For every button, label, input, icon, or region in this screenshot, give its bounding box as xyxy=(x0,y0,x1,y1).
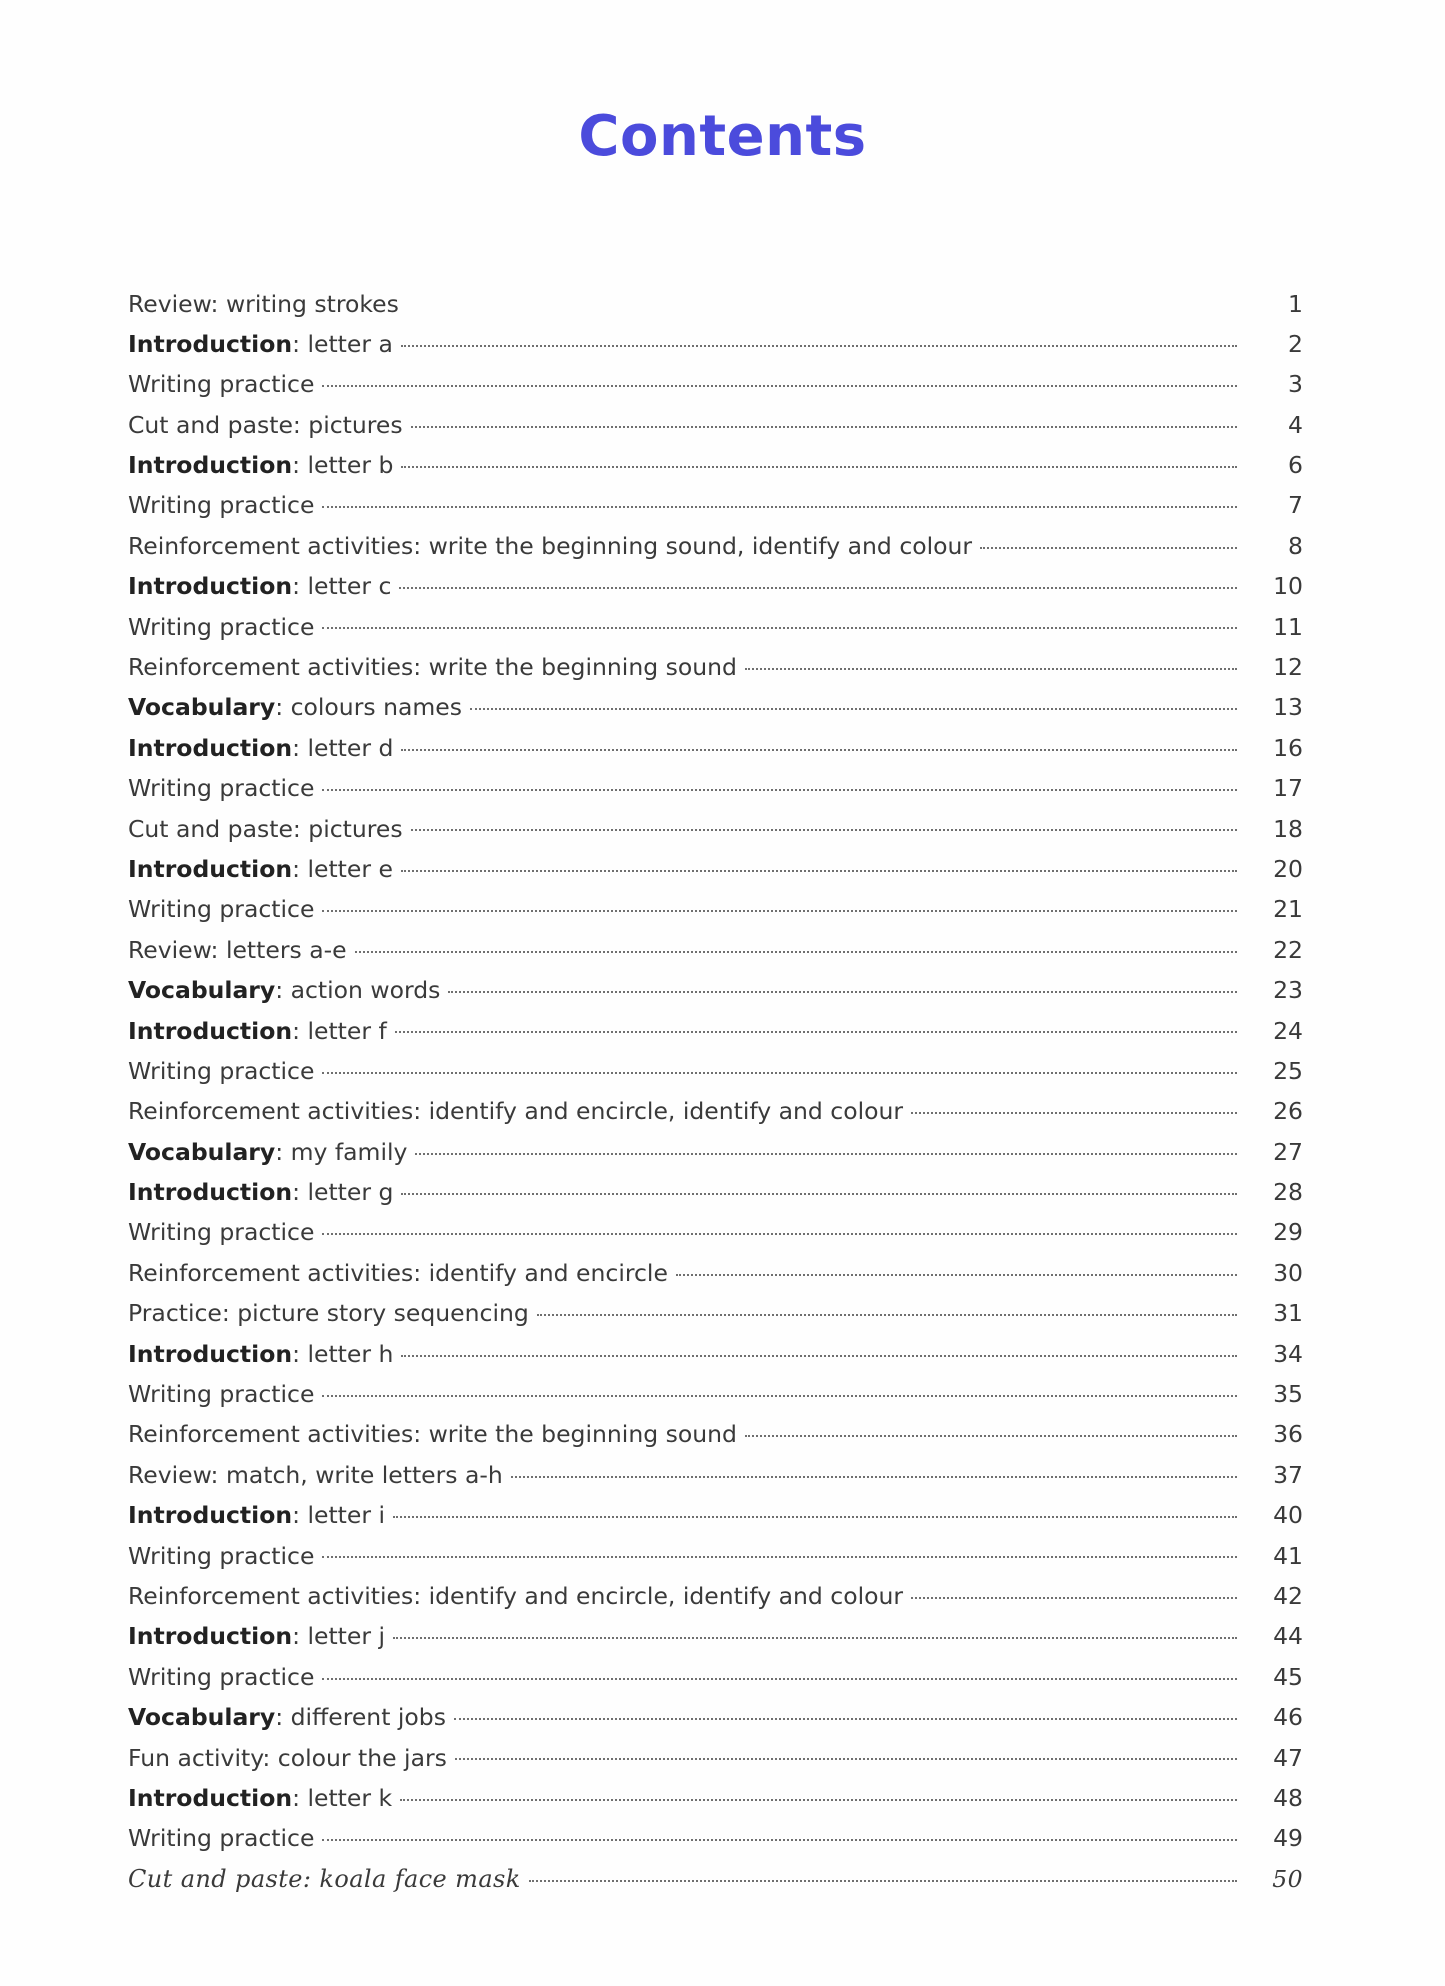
toc-entry-label xyxy=(128,1582,911,1610)
toc-entry[interactable] xyxy=(128,934,1303,974)
toc-page-number: 48 xyxy=(1273,1783,1303,1812)
toc-leader-dots xyxy=(454,1702,1237,1726)
toc-entry-title: Cut and paste: pictures xyxy=(128,410,403,439)
toc-leader-dots xyxy=(393,1621,1237,1645)
toc-entry[interactable] xyxy=(128,1661,1303,1701)
toc-leader-dots xyxy=(322,1055,1237,1079)
toc-entry-category: Vocabulary xyxy=(128,693,276,722)
toc-page-number: 47 xyxy=(1273,1743,1303,1772)
toc-entry-label xyxy=(128,329,401,358)
toc-entry-label xyxy=(128,935,355,964)
toc-entry-label xyxy=(128,1178,401,1207)
toc-page-number: 28 xyxy=(1273,1178,1303,1207)
toc-leader-dots xyxy=(393,1500,1237,1524)
toc-page-number: 23 xyxy=(1273,976,1303,1005)
toc-entry-label xyxy=(128,1016,395,1045)
toc-entry[interactable] xyxy=(128,1015,1303,1055)
toc-entry[interactable] xyxy=(128,1459,1303,1499)
toc-entry-label xyxy=(128,410,411,439)
toc-page-number: 27 xyxy=(1273,1137,1303,1166)
toc-leader-dots xyxy=(322,1823,1237,1847)
toc-leader-dots xyxy=(399,571,1237,595)
toc-entry-label xyxy=(128,572,399,601)
toc-entry[interactable] xyxy=(128,1863,1303,1903)
toc-entry[interactable] xyxy=(128,571,1303,611)
toc-entry[interactable] xyxy=(128,773,1303,813)
toc-page-number: 44 xyxy=(1273,1622,1303,1651)
toc-entry-category: Introduction xyxy=(128,854,293,883)
toc-entry-label xyxy=(128,531,980,560)
toc-leader-dots xyxy=(395,1015,1237,1039)
toc-entry-label xyxy=(128,1501,393,1530)
toc-entry-title: : letter d xyxy=(292,733,394,762)
toc-entry-title: Writing practice xyxy=(128,612,315,641)
toc-entry-label xyxy=(128,1743,455,1772)
toc-leader-dots xyxy=(448,975,1237,999)
toc-leader-dots xyxy=(411,409,1237,433)
toc-entry-title: Writing practice xyxy=(128,1056,315,1085)
toc-entry[interactable] xyxy=(128,1419,1303,1459)
toc-leader-dots xyxy=(322,490,1237,514)
toc-entry-label xyxy=(128,289,407,318)
toc-leader-dots xyxy=(411,813,1237,837)
toc-entry[interactable] xyxy=(128,1823,1303,1863)
toc-entry-title: Review: letters a-e xyxy=(128,935,347,964)
toc-leader-dots xyxy=(401,853,1237,877)
table-of-contents xyxy=(128,288,1303,1904)
toc-entry-label xyxy=(128,1056,322,1085)
toc-page-number: 29 xyxy=(1273,1218,1303,1247)
toc-entry[interactable] xyxy=(128,450,1303,490)
toc-entry-title: : letter f xyxy=(292,1016,387,1045)
toc-entry-label xyxy=(128,1258,676,1287)
toc-entry[interactable] xyxy=(128,1742,1303,1782)
toc-entry-category: Introduction xyxy=(128,1501,293,1530)
toc-page-number: 20 xyxy=(1273,854,1303,883)
toc-entry[interactable] xyxy=(128,1581,1303,1621)
toc-leader-dots xyxy=(401,732,1237,756)
toc-entry-label xyxy=(128,814,411,843)
toc-entry[interactable] xyxy=(128,288,1303,328)
toc-entry[interactable] xyxy=(128,490,1303,530)
toc-entry-title: Reinforcement activities: identify and encircle, identify and colour xyxy=(128,1582,904,1610)
toc-entry-category: Introduction xyxy=(128,572,293,601)
toc-entry-title: Practice: picture story sequencing xyxy=(128,1299,529,1328)
toc-entry-title: Writing practice xyxy=(128,774,315,803)
toc-entry-label xyxy=(128,1783,400,1812)
toc-entry-label xyxy=(128,774,322,803)
toc-entry-label xyxy=(128,1420,745,1449)
toc-entry-title: Writing practice xyxy=(128,1218,315,1247)
toc-entry[interactable] xyxy=(128,1257,1303,1297)
toc-entry-title: : letter a xyxy=(292,329,393,358)
toc-entry[interactable] xyxy=(128,530,1303,570)
toc-entry-label xyxy=(128,1703,454,1732)
toc-entry-category: Vocabulary xyxy=(128,1137,276,1166)
toc-entry-title: : letter b xyxy=(292,451,394,480)
toc-entry[interactable] xyxy=(128,813,1303,853)
toc-entry[interactable] xyxy=(128,853,1303,893)
toc-entry-title: : different jobs xyxy=(275,1703,446,1732)
toc-leader-dots xyxy=(322,1661,1237,1685)
toc-entry-label xyxy=(128,491,322,520)
toc-entry-label xyxy=(128,1541,322,1570)
toc-leader-dots xyxy=(400,1782,1237,1806)
toc-entry-title: Review: match, write letters a-h xyxy=(128,1460,503,1489)
toc-page-number: 42 xyxy=(1273,1582,1303,1610)
toc-entry-label xyxy=(128,1339,401,1368)
toc-entry-title: Writing practice xyxy=(128,1824,315,1853)
toc-entry-label xyxy=(128,895,322,924)
toc-entry-title: Writing practice xyxy=(128,895,315,924)
toc-entry[interactable] xyxy=(128,1379,1303,1419)
toc-entry-title: Reinforcement activities: write the beginning sound xyxy=(128,1420,737,1449)
toc-leader-dots xyxy=(745,1419,1237,1443)
toc-entry-title: Reinforcement activities: write the beginning sound, identify and colour xyxy=(128,531,973,560)
toc-entry[interactable] xyxy=(128,369,1303,409)
toc-page-number: 2 xyxy=(1288,329,1303,358)
toc-page-number: 16 xyxy=(1273,733,1303,762)
toc-leader-dots xyxy=(401,1338,1237,1362)
toc-entry-title: Fun activity: colour the jars xyxy=(128,1743,447,1772)
toc-entry-title: Reinforcement activities: identify and encircle, identify and colour xyxy=(128,1097,904,1126)
toc-entry[interactable] xyxy=(128,611,1303,651)
toc-entry-title: : letter e xyxy=(292,854,393,883)
toc-page-number: 49 xyxy=(1273,1824,1303,1853)
toc-entry-label xyxy=(128,653,745,682)
toc-page-number: 6 xyxy=(1288,451,1303,480)
toc-page-number: 3 xyxy=(1288,370,1303,399)
toc-entry-title: : letter j xyxy=(292,1622,386,1651)
toc-entry[interactable] xyxy=(128,975,1303,1015)
toc-entry-title: Writing practice xyxy=(128,1662,315,1691)
toc-entry-label xyxy=(128,1460,511,1489)
toc-page-number: 34 xyxy=(1273,1339,1303,1368)
toc-page-number: 30 xyxy=(1273,1258,1303,1287)
toc-leader-dots xyxy=(401,1177,1237,1201)
toc-entry-label xyxy=(128,612,322,641)
toc-entry[interactable] xyxy=(128,1298,1303,1338)
toc-entry[interactable] xyxy=(128,1217,1303,1257)
toc-page-number: 7 xyxy=(1288,491,1303,520)
toc-leader-dots xyxy=(355,934,1237,958)
toc-entry-label xyxy=(128,1824,322,1853)
toc-leader-dots xyxy=(322,369,1237,393)
toc-page-number: 35 xyxy=(1273,1380,1303,1409)
toc-entry-category: Introduction xyxy=(128,1622,293,1651)
toc-leader-dots xyxy=(322,773,1237,797)
toc-entry-title: Review: writing strokes xyxy=(128,289,399,318)
toc-entry[interactable] xyxy=(128,732,1303,772)
toc-leader-dots xyxy=(401,328,1237,352)
page-title: Contents xyxy=(578,104,867,169)
toc-page-number: 11 xyxy=(1273,612,1303,641)
toc-page-number: 1 xyxy=(1288,289,1303,318)
toc-leader-dots xyxy=(911,1096,1237,1120)
toc-entry-title: : action words xyxy=(275,976,441,1005)
toc-entry[interactable] xyxy=(128,409,1303,449)
toc-entry[interactable] xyxy=(128,1782,1303,1822)
toc-leader-dots xyxy=(745,652,1237,676)
toc-leader-dots xyxy=(407,288,1237,312)
toc-entry-category: Introduction xyxy=(128,451,293,480)
toc-entry-title: Reinforcement activities: write the beginning sound xyxy=(128,653,737,682)
toc-page-number: 50 xyxy=(1272,1865,1303,1894)
toc-entry[interactable] xyxy=(128,1500,1303,1540)
toc-entry-label xyxy=(128,1622,393,1651)
toc-page-number: 41 xyxy=(1273,1541,1303,1570)
toc-entry-label xyxy=(128,1097,911,1126)
toc-leader-dots xyxy=(537,1298,1237,1322)
toc-entry-label xyxy=(128,370,322,399)
toc-leader-dots xyxy=(455,1742,1237,1766)
toc-entry-title: : letter i xyxy=(292,1501,386,1530)
toc-leader-dots xyxy=(322,611,1237,635)
toc-entry[interactable] xyxy=(128,1096,1303,1136)
toc-page-number: 22 xyxy=(1273,935,1303,964)
toc-entry-category: Vocabulary xyxy=(128,1703,276,1732)
toc-entry[interactable] xyxy=(128,894,1303,934)
toc-entry[interactable] xyxy=(128,1702,1303,1742)
toc-page-number: 4 xyxy=(1288,410,1303,439)
toc-page-number: 40 xyxy=(1273,1501,1303,1530)
toc-leader-dots xyxy=(322,1540,1237,1564)
toc-page-number: 46 xyxy=(1273,1703,1303,1732)
toc-page-number: 12 xyxy=(1273,653,1303,682)
toc-page-number: 18 xyxy=(1273,814,1303,843)
toc-entry-title: Writing practice xyxy=(128,1541,315,1570)
toc-page-number: 36 xyxy=(1273,1420,1303,1449)
toc-entry[interactable] xyxy=(128,1177,1303,1217)
toc-leader-dots xyxy=(529,1863,1237,1887)
toc-leader-dots xyxy=(322,1217,1237,1241)
toc-entry-title: : colours names xyxy=(275,693,462,722)
toc-entry[interactable] xyxy=(128,692,1303,732)
toc-entry-category: Introduction xyxy=(128,1016,293,1045)
toc-entry-label xyxy=(128,1218,322,1247)
toc-entry[interactable] xyxy=(128,1338,1303,1378)
toc-entry-title: Writing practice xyxy=(128,370,315,399)
toc-leader-dots xyxy=(470,692,1237,716)
toc-entry-category: Introduction xyxy=(128,733,293,762)
toc-page-number: 17 xyxy=(1273,774,1303,803)
toc-entry-label xyxy=(128,1380,322,1409)
toc-page-number: 24 xyxy=(1273,1016,1303,1045)
toc-page-number: 10 xyxy=(1273,572,1303,601)
toc-entry-title: : letter c xyxy=(292,572,392,601)
toc-leader-dots xyxy=(911,1581,1237,1605)
toc-entry[interactable] xyxy=(128,1540,1303,1580)
toc-leader-dots xyxy=(511,1459,1237,1483)
toc-leader-dots xyxy=(415,1136,1237,1160)
toc-entry-title: Cut and paste: pictures xyxy=(128,814,403,843)
toc-leader-dots xyxy=(322,894,1237,918)
toc-entry-label xyxy=(128,854,401,883)
toc-entry-label xyxy=(128,733,401,762)
toc-page-number: 45 xyxy=(1273,1662,1303,1691)
toc-entry-title: Reinforcement activities: identify and encircle xyxy=(128,1258,668,1287)
toc-leader-dots xyxy=(322,1379,1237,1403)
toc-page-number: 21 xyxy=(1273,895,1303,924)
toc-entry[interactable] xyxy=(128,1621,1303,1661)
toc-entry[interactable] xyxy=(128,1055,1303,1095)
toc-page-number: 31 xyxy=(1273,1299,1303,1328)
toc-entry-label xyxy=(128,1137,415,1166)
toc-entry-title: : letter k xyxy=(292,1783,393,1812)
toc-leader-dots xyxy=(676,1257,1237,1281)
toc-entry-category: Introduction xyxy=(128,1178,293,1207)
toc-entry-title: : my family xyxy=(275,1137,408,1166)
toc-entry[interactable] xyxy=(128,1136,1303,1176)
toc-entry[interactable] xyxy=(128,652,1303,692)
toc-page-number: 37 xyxy=(1273,1460,1303,1489)
toc-entry-category: Introduction xyxy=(128,1339,293,1368)
toc-entry-label xyxy=(128,693,470,722)
toc-entry[interactable] xyxy=(128,328,1303,368)
toc-page-number: 13 xyxy=(1273,693,1303,722)
toc-page-number: 25 xyxy=(1273,1056,1303,1085)
toc-entry-label xyxy=(128,1299,537,1328)
toc-entry-category: Introduction xyxy=(128,329,293,358)
toc-entry-title: Cut and paste: koala face mask xyxy=(128,1865,521,1894)
toc-leader-dots xyxy=(980,530,1237,554)
toc-entry-label xyxy=(128,976,448,1005)
toc-entry-title: : letter h xyxy=(292,1339,394,1368)
toc-page-number: 26 xyxy=(1273,1097,1303,1126)
toc-entry-category: Introduction xyxy=(128,1783,293,1812)
toc-entry-title: Writing practice xyxy=(128,491,315,520)
toc-entry-title: Writing practice xyxy=(128,1380,315,1409)
toc-entry-title: : letter g xyxy=(292,1178,394,1207)
toc-entry-label xyxy=(128,1865,529,1894)
toc-entry-category: Vocabulary xyxy=(128,976,276,1005)
toc-entry-label xyxy=(128,451,401,480)
toc-entry-label xyxy=(128,1662,322,1691)
toc-leader-dots xyxy=(401,450,1237,474)
toc-page-number: 8 xyxy=(1288,531,1303,560)
